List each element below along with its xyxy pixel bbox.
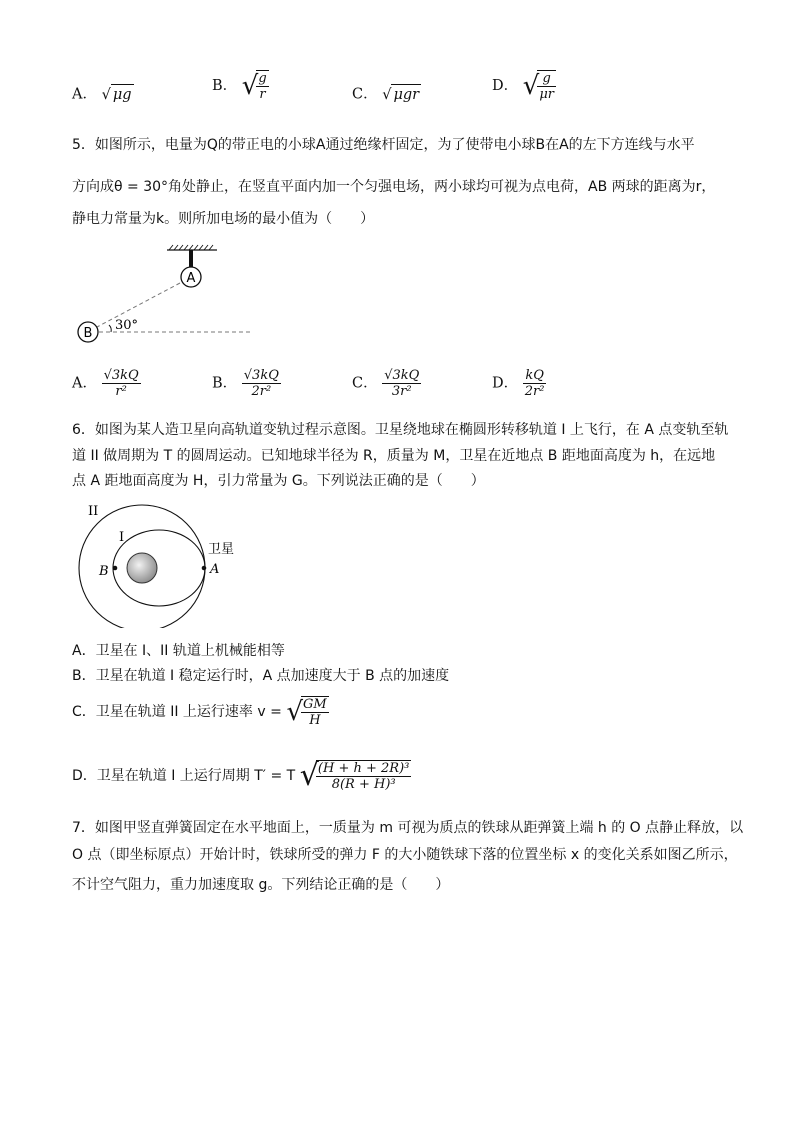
radicand: μg — [112, 87, 132, 103]
orbit-i-label: I — [119, 530, 125, 545]
option-text: C．卫星在轨道 II 上运行速率 v = — [72, 704, 282, 720]
point-b-label: B — [99, 564, 109, 579]
q5-option-c — [352, 368, 421, 399]
fraction — [537, 70, 556, 102]
fraction — [316, 760, 411, 792]
option-letter: C． — [352, 86, 378, 103]
point-b-dot — [113, 566, 118, 571]
insulating-rod — [189, 250, 193, 267]
q5-line-1: 5．如图所示，电量为Q的带正电的小球A通过绝缘杆固定，为了使带电小球B在A的左下方连线与水平 — [72, 137, 695, 153]
ball-b-label: B — [83, 326, 93, 341]
sqrt-sign: √ — [286, 697, 304, 727]
q4-option-c — [352, 84, 421, 105]
q6-line-3: 点 A 距地面高度为 H，引力常量为 G。下列说法正确的是（ ） — [72, 473, 485, 489]
q5-line-2: 方向成θ = 30°角处静止，在竖直平面内加一个匀强电场，两小球均可视为点电荷，AB 两球的距离为r， — [72, 179, 716, 195]
option-letter: D． — [492, 78, 519, 94]
numerator: GM — [303, 697, 327, 712]
q6-option-b: B．卫星在轨道 I 稳定运行时，A 点加速度大于 B 点的加速度 — [72, 668, 450, 684]
sqrt-sign: √ — [299, 758, 319, 793]
denominator: 3r² — [382, 383, 421, 399]
q6-option-d — [72, 760, 411, 792]
numerator: √3kQ — [103, 368, 139, 383]
fraction — [382, 368, 421, 399]
option-letter: B． — [212, 78, 238, 94]
fraction — [256, 70, 268, 102]
sqrt-sign: √ — [241, 71, 259, 101]
fraction — [523, 368, 547, 399]
point-a-dot — [202, 566, 207, 571]
option-letter: D． — [492, 375, 519, 392]
q6-orbit-figure — [76, 496, 256, 628]
ceiling-hatch — [169, 245, 213, 250]
q5-option-b — [212, 368, 281, 399]
option-letter: B． — [212, 375, 238, 392]
denominator: 2r² — [524, 384, 545, 399]
q6-option-c — [72, 696, 329, 728]
numerator: kQ — [525, 368, 544, 383]
numerator: g — [542, 71, 551, 86]
numerator: (H + h + 2R)³ — [317, 761, 410, 776]
sqrt-expression: √ μg — [102, 84, 134, 105]
denominator: 2r² — [242, 383, 281, 399]
q5-option-a — [72, 368, 141, 399]
q5-figure — [70, 240, 270, 350]
fraction — [242, 368, 281, 399]
orbit-ii-label: II — [88, 504, 99, 519]
radicand: μgr — [393, 87, 420, 103]
numerator: √3kQ — [384, 368, 420, 383]
q4-option-a — [72, 84, 134, 105]
denominator: 8(R + H)³ — [316, 776, 411, 792]
numerator: √3kQ — [243, 368, 279, 383]
q7-line-2: O 点（即坐标原点）开始计时，铁球所受的弹力 F 的大小随铁球下落的位置坐标 x 的变化关系如图乙所示， — [72, 847, 738, 863]
option-text: D．卫星在轨道 I 上运行周期 T′ = T — [72, 768, 296, 784]
sqrt-expression: √ μgr — [382, 84, 421, 105]
q6-option-a: A．卫星在 I、II 轨道上机械能相等 — [72, 643, 285, 659]
denominator: H — [301, 712, 329, 728]
q7-line-3: 不计空气阻力，重力加速度取 g。下列结论正确的是（ ） — [72, 877, 450, 893]
q4-option-b — [212, 70, 269, 102]
ball-a-label: A — [186, 271, 196, 286]
denominator: μr — [539, 87, 554, 102]
point-a-label: A — [210, 562, 220, 577]
denominator: r — [256, 86, 268, 102]
ab-dashed-line — [97, 283, 180, 327]
numerator: g — [258, 71, 267, 86]
q7-line-1: 7．如图甲竖直弹簧固定在水平地面上，一质量为 m 可视为质点的铁球从距弹簧上端 h 的 O 点静止释放，以 — [72, 820, 744, 836]
satellite-label: 卫星 — [208, 542, 235, 557]
q6-line-2: 道 II 做周期为 T 的圆周运动。已知地球半径为 R，质量为 M，卫星在近地点 B 距地面高度为 h，在远地 — [72, 448, 716, 464]
option-letter: C． — [352, 375, 378, 392]
option-letter: A． — [72, 86, 97, 103]
q6-line-1: 6．如图为某人造卫星向高轨道变轨过程示意图。卫星绕地球在椭圆形转移轨道 I 上飞行，在 A 点变轨至轨 — [72, 422, 729, 438]
angle-arc — [109, 325, 111, 332]
fraction — [102, 368, 141, 399]
fraction — [301, 696, 329, 728]
sqrt-sign: √ — [522, 71, 540, 101]
q5-line-3: 静电力常量为k。则所加电场的最小值为（ ） — [72, 211, 375, 227]
q4-option-d — [492, 70, 556, 102]
angle-label: 30° — [115, 318, 139, 333]
denominator: r² — [102, 383, 141, 399]
q5-option-d — [492, 368, 546, 399]
option-letter: A． — [72, 375, 97, 392]
earth — [127, 553, 157, 583]
